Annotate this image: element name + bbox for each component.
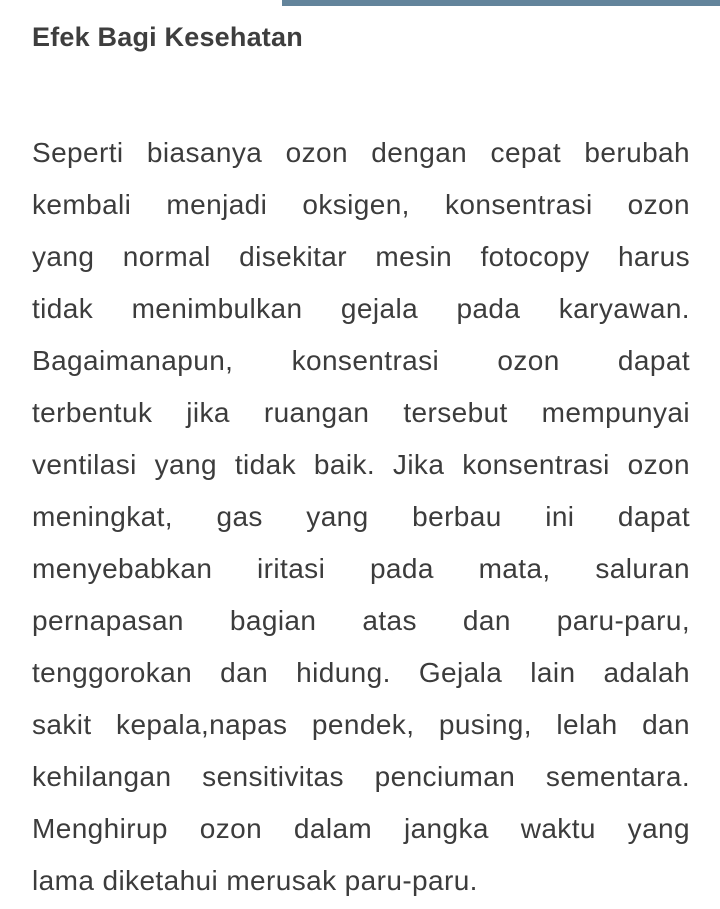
section-title: Efek Bagi Kesehatan — [32, 22, 303, 52]
body-line: Bagaimanapun, konsentrasi ozon dapat — [32, 345, 690, 376]
body-line: yang normal disekitar mesin fotocopy harus — [32, 241, 690, 272]
body-line: meningkat, gas yang berbau ini dapat — [32, 501, 690, 532]
top-accent-bar — [282, 0, 720, 6]
body-line: kembali menjadi oksigen, konsentrasi ozon — [32, 189, 690, 220]
body-line: tenggorokan dan hidung. Gejala lain adalah — [32, 657, 690, 688]
body-line: pernapasan bagian atas dan paru-paru, — [32, 605, 690, 636]
body-line: kehilangan sensitivitas penciuman sementara. — [32, 761, 690, 792]
body-line: tidak menimbulkan gejala pada karyawan. — [32, 293, 690, 324]
article-body — [32, 127, 690, 907]
body-line: terbentuk jika ruangan tersebut mempunyai — [32, 397, 690, 428]
body-line: sakit kepala,napas pendek, pusing, lelah dan — [32, 709, 690, 740]
body-line: Menghirup ozon dalam jangka waktu yang — [32, 813, 690, 844]
body-line: lama diketahui merusak paru-paru. — [32, 865, 478, 896]
body-line: ventilasi yang tidak baik. Jika konsentrasi ozon — [32, 449, 690, 480]
body-line: Seperti biasanya ozon dengan cepat berubah — [32, 137, 690, 168]
body-line: menyebabkan iritasi pada mata, saluran — [32, 553, 690, 584]
